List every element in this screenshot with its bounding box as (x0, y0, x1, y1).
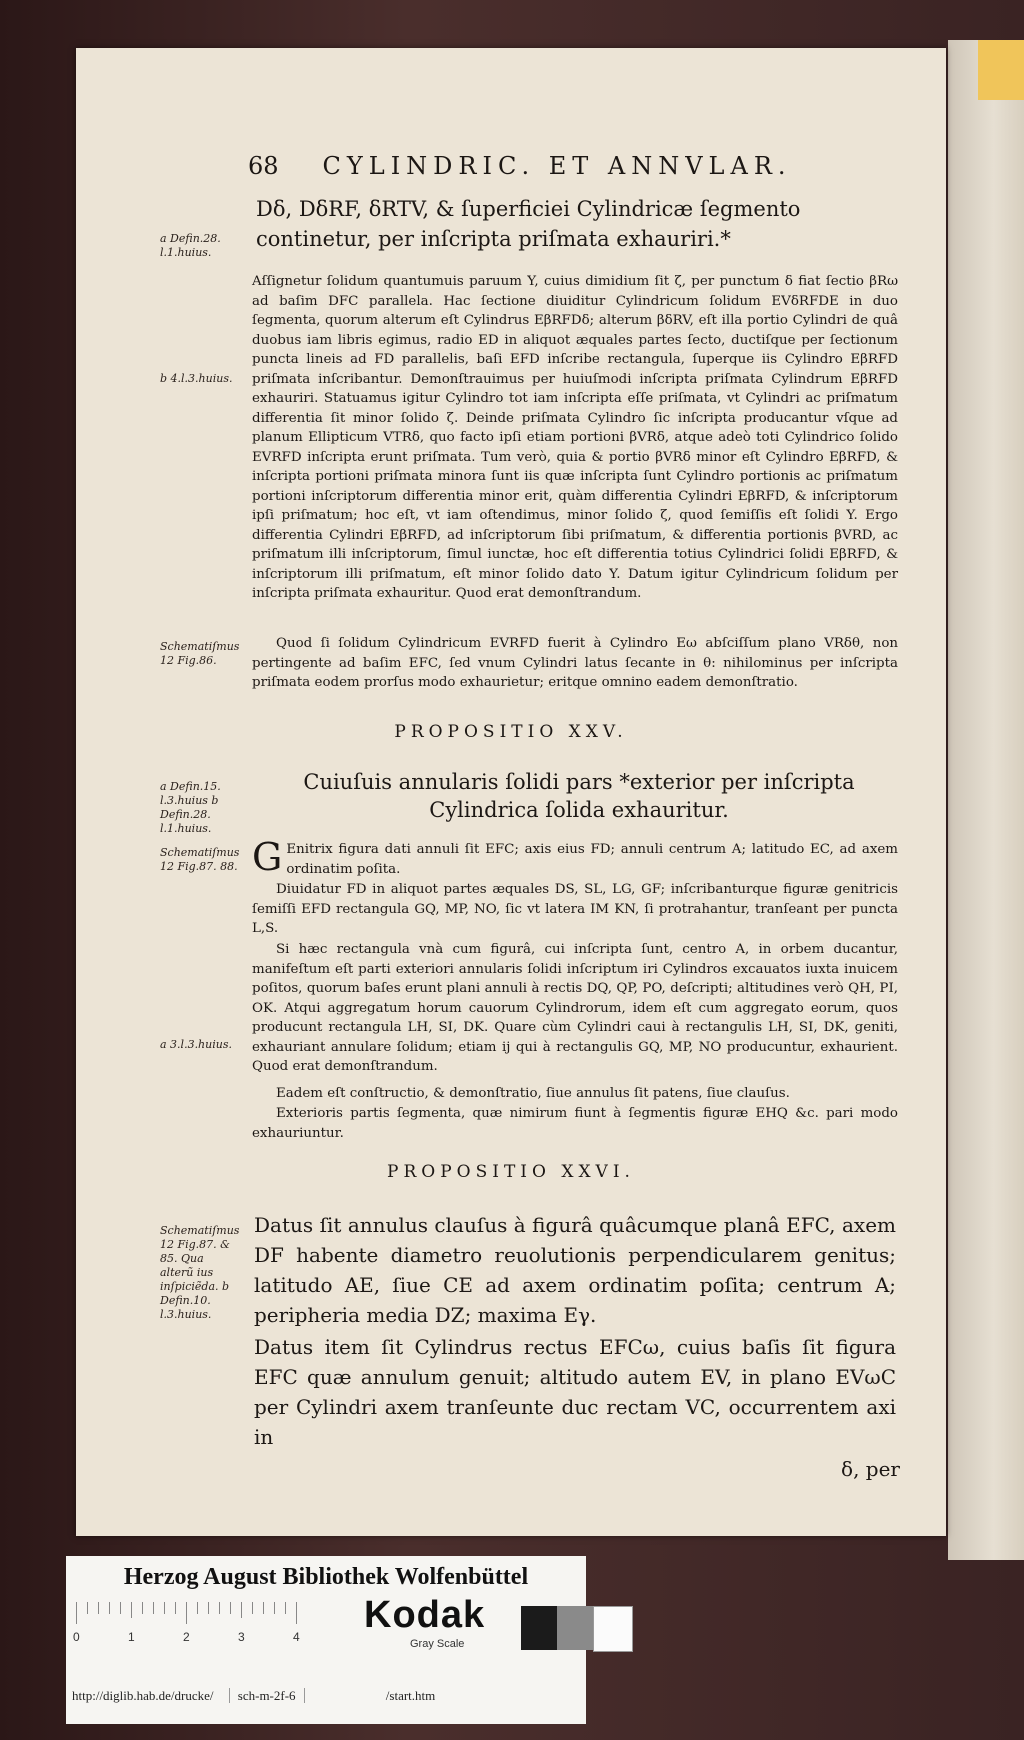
url-id: sch-m-2f-6 (229, 1688, 305, 1703)
prop25-title: Cuiuſuis annularis ſolidi pars *exterior per inſcripta Cylindrica ſolida exhauritur. (303, 770, 855, 822)
margin-note-5: Schematiſmus 12 Fig.87. 88. (160, 846, 240, 873)
prop25-para-5: Exterioris partis ſegmenta, quæ nimirum fiunt à ſegmentis figuræ EHQ &c. pari modo exhauriuntur. (252, 1106, 898, 1141)
ruler-number: 1 (128, 1630, 135, 1644)
running-title: CYLINDRIC. ET ANNVLAR. (322, 152, 792, 180)
margin-note-2: b 4.l.3.huius. (160, 372, 233, 385)
prop25-para-1 (252, 835, 898, 879)
library-name: Herzog August Bibliothek Wolfenbüttel (123, 1564, 529, 1590)
prop25-para-3: Si hæc rectangula vnà cum figurâ, cui inſcripta ſunt, centro A, in orbem ducantur, manifeſtum eſt parti exteriori annularis ſolidi inſcriptum iri Cylindros excauatos iuxta inuicem poſitos, quorum baſes erunt plani annuli à rectis DQ, QP, PO, deſcripti; altitudines verò QH, PI, OK. Atqui aggregatum horum cauorum Cylindrorum, idem eſt cum aggregato eorum, quos producunt rectangula LH, SI, DK. Quare cùm Cylindri caui à rectangulis LH, SI, DK, geniti, exhauriant annulare ſolidum; etiam ij qui à rectangulis GQ, MP, NO producuntur, exhaurient. Quod erat demonſtrandum. (252, 942, 898, 1074)
ruler-number: 2 (183, 1630, 190, 1644)
lead-text: Dδ, DδRF, δRTV, & ſuperficiei Cylindricæ ſegmento continetur, per inſcripta priſmata exhauriri.* (256, 197, 801, 251)
ruler-number: 0 (73, 1630, 80, 1644)
kodak-logo: Kodak (364, 1594, 486, 1636)
prop25-para-2: Diuidatur FD in aliquot partes æquales DS, SL, LG, GF; inſcribanturque figuræ genitricis ſemiſſi EFD rectangula GQ, MP, NO, ſic vt latera IM KN, ſi protrahantur, tranſeant per puncta L,S. (252, 882, 898, 936)
scale-ruler (73, 1602, 336, 1644)
ruler-number: 3 (238, 1630, 245, 1644)
running-header (248, 152, 848, 180)
paragraph-1: Aſſignetur ſolidum quantumuis paruum Y, cuius dimidium ſit ζ, per punctum δ fiat ſectio βRω ad baſim DFC parallela. Hac ſectione diuiditur Cylindricum ſolidum EVδRFDE in duo ſegmenta, quorum alterum eſt Cylindrus EβRFDδ; alterum βδRV, eſt illa portio Cylindri de quâ duobus iam libris egimus, radio ED in aliquot æquales partes ſecto, ductiſque per ſectionum puncta lineis ad FD parallelis, baſi EFD inſcribe rectangula, ſuperque iis Cylindro EβRFD priſmata inſcribantur. Demonſtrauimus per huiuſmodi inſcripta priſmata Cylindrum EβRFD exhauriri. Statuamus igitur Cylindro tot iam inſcripta eſſe priſmata, vt Cylindri ac priſmatum differentia ſit minor ſolido ζ. Deinde priſmata Cylindro ſic inſcripta producantur vſque ad planum Ellipticum VTRδ, quo facto ipſi etiam portioni βVRδ, atque adeò toti Cylindrico ſolido EVRFD inſcripta erunt priſmata. Tum verò, quia & portio βVRδ minor eſt Cylindro EβRFD, & inſcripta portioni priſmata minora ſunt iis quæ inſcripta ſunt Cylindro portionis ac priſmatum portioni inſcriptorum differentia minor erit, quàm differentia Cylindri EβRFD, & inſcriptorum ipſi priſmatum; hoc eſt, vt iam oſtendimus, minor ſolido ζ, quod ſemiſſis eſt ſolidi Y. Ergo differentia Cylindri EβRFD, ad inſcriptorum ſibi priſmatum, & differentia portionis βVRD, ac priſmatum illi inſcriptorum, ſimul iunctæ, hoc eſt differentia totius Cylindrici ſolidi EβRFD, & inſcriptorum illi priſmatum, eſt minor ſolido dato Y. Datum igitur Cylindricum ſolidum per inſcripta priſmata exhauritur. Quod erat demonſtrandum. (252, 274, 898, 601)
margin-note-3: Schematiſmus 12 Fig.86. (160, 640, 240, 667)
gray-patches (521, 1606, 631, 1650)
prop26-para-1: Datus ſit annulus clauſus à figurâ quâcumque planâ EFC, axem DF habente diametro reuolutionis perpendicularem genitus; latitudo AE, ſiue CE ad axem ordinatim poſita; centrum A; peripheria media DZ; maxima Eγ. (254, 1213, 896, 1327)
gray-scale-label: Gray Scale (410, 1638, 465, 1650)
prop26-para-2: Datus item ſit Cylindrus rectus EFCω, cuius baſis ſit figura EFC quæ annulum genuit; altitudo autem EV, in plano EVωC per Cylindri axem tranſeunte duc rectam VC, occurrentem axi in (254, 1335, 896, 1449)
color-target-card (66, 1556, 586, 1724)
page-number: 68 (248, 152, 279, 180)
prop25-heading: PROPOSITIO XXV. (394, 722, 628, 742)
ruler-number: 4 (293, 1630, 300, 1644)
paragraph-2: Quod ſi ſolidum Cylindricum EVRFD fuerit à Cylindro Eω abſciſſum plano VRδθ, non pertingente ad baſim EFC, ſed vnum Cylindri latus ſecante in θ: nihilominus per inſcripta priſmata eodem prorſus modo exhaurietur; eritque omnino eadem demonſtratio. (252, 636, 898, 690)
gray-patch-mid (557, 1606, 593, 1650)
gray-patch-white (593, 1606, 633, 1652)
gray-patch-black (521, 1606, 557, 1650)
prop26-heading: PROPOSITIO XXVI. (387, 1162, 635, 1182)
url-line (72, 1688, 435, 1704)
prop25-para-1-text: Enitrix figura dati annuli ſit EFC; axis eius FD; annuli centrum A; latitudo EC, ad axem ordinatim poſita. (286, 842, 898, 877)
bookmark-tab (978, 40, 1024, 100)
margin-note-7: Schematiſmus 12 Fig.87. & 85. Qua alterũ ius inſpiciẽda. b Defin.10. l.3.huius. (160, 1224, 240, 1321)
margin-note-4: a Defin.15. l.3.huius b Defin.28. l.1.huius. (160, 780, 221, 835)
url-suffix: /start.htm (385, 1688, 436, 1703)
drop-cap: G (252, 835, 283, 879)
catchword: δ, per (841, 1457, 900, 1481)
facing-page-edge (948, 40, 1024, 1560)
url-prefix: http://diglib.hab.de/drucke/ (72, 1688, 214, 1703)
prop25-para-4: Eadem eſt conſtructio, & demonſtratio, ſiue annulus ſit patens, ſiue clauſus. (276, 1086, 790, 1101)
margin-note-6: a 3.l.3.huius. (160, 1038, 232, 1051)
margin-note-1: a Defin.28. l.1.huius. (160, 232, 221, 259)
